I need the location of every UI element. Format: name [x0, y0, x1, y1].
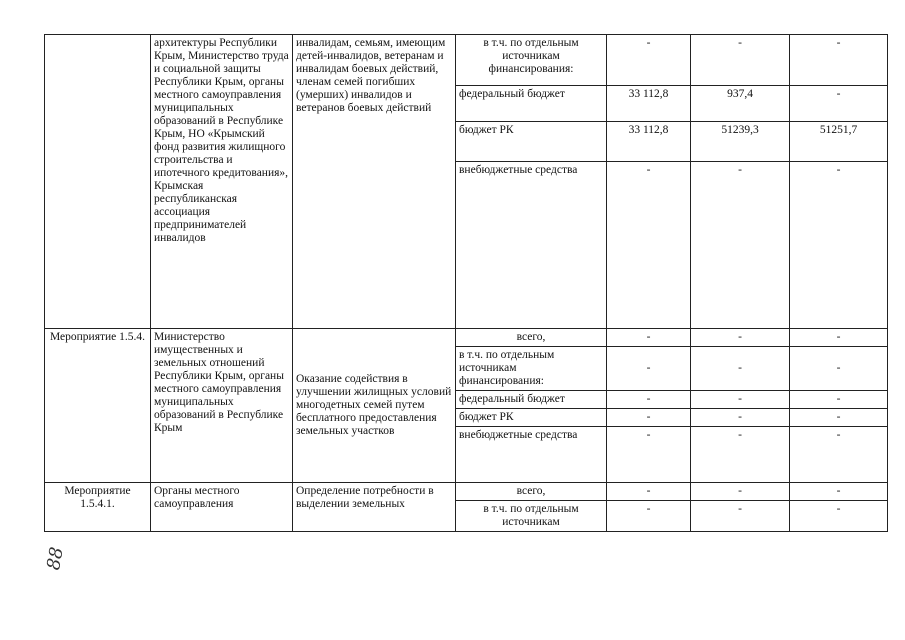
value-cell: -	[790, 501, 888, 532]
table-row	[45, 329, 888, 347]
value-cell: -	[607, 501, 691, 532]
source-cell: федеральный бюджет	[456, 391, 607, 409]
value-cell: 51251,7	[790, 122, 888, 162]
value-cell: -	[607, 35, 691, 86]
value-cell: -	[691, 501, 790, 532]
table-row	[45, 483, 888, 501]
value-cell: -	[607, 329, 691, 347]
value-cell: -	[607, 391, 691, 409]
handwritten-page-mark: 88	[43, 545, 68, 572]
value-cell: 937,4	[691, 86, 790, 122]
table-row	[45, 35, 888, 86]
value-cell: -	[790, 483, 888, 501]
source-cell: внебюджетные средства	[456, 427, 607, 483]
value-cell: -	[790, 347, 888, 391]
value-cell: -	[790, 409, 888, 427]
value-cell: -	[691, 409, 790, 427]
funding-table	[44, 34, 888, 532]
value-cell: -	[607, 162, 691, 329]
value-cell: -	[691, 162, 790, 329]
measure-cell	[45, 35, 151, 329]
source-cell: внебюджетные средства	[456, 162, 607, 329]
value-cell: -	[691, 35, 790, 86]
source-cell: в т.ч. по отдельным источникам финансирования:	[456, 35, 607, 86]
value-cell: 33 112,8	[607, 86, 691, 122]
value-cell: -	[790, 329, 888, 347]
executor-cell: Министерство имущественных и земельных отношений Республики Крым, органы местного самоуправления муниципальных образований в Республике Крым	[151, 329, 293, 483]
value-cell: 51239,3	[691, 122, 790, 162]
value-cell: -	[607, 409, 691, 427]
description-cell: инвалидам, семьям, имеющим детей-инвалидов, ветеранам и инвалидам боевых действий, членам семей погибших (умерших) инвалидов и ветеранов боевых действий	[293, 35, 456, 329]
source-cell: в т.ч. по отдельным источникам финансирования:	[456, 347, 607, 391]
value-cell: -	[691, 347, 790, 391]
source-cell: бюджет РК	[456, 409, 607, 427]
value-cell: -	[607, 483, 691, 501]
source-cell: в т.ч. по отдельным источникам	[456, 501, 607, 532]
value-cell: 33 112,8	[607, 122, 691, 162]
source-cell: федеральный бюджет	[456, 86, 607, 122]
value-cell: -	[607, 427, 691, 483]
value-cell: -	[691, 483, 790, 501]
value-cell: -	[691, 391, 790, 409]
measure-cell: Мероприятие 1.5.4.1.	[45, 483, 151, 532]
source-cell: всего,	[456, 483, 607, 501]
value-cell: -	[691, 427, 790, 483]
executor-cell: Органы местного самоуправления	[151, 483, 293, 532]
value-cell: -	[790, 427, 888, 483]
value-cell: -	[790, 35, 888, 86]
value-cell: -	[790, 391, 888, 409]
value-cell: -	[691, 329, 790, 347]
executor-cell: архитектуры Республики Крым, Министерство труда и социальной защиты Республики Крым, органы местного самоуправления муниципальных образований в Республике Крым, НО «Крымский фонд развития жилищного строительства и ипотечного кредитования», Крымская республиканская ассоциация предпринимателей инвалидов	[151, 35, 293, 329]
value-cell: -	[790, 162, 888, 329]
description-cell: Определение потребности в выделении земельных	[293, 483, 456, 532]
description-cell: Оказание содействия в улучшении жилищных условий многодетных семей путем бесплатного предоставления земельных участков	[293, 329, 456, 483]
source-cell: бюджет РК	[456, 122, 607, 162]
value-cell: -	[790, 86, 888, 122]
source-cell: всего,	[456, 329, 607, 347]
measure-cell: Мероприятие 1.5.4.	[45, 329, 151, 483]
value-cell: -	[607, 347, 691, 391]
